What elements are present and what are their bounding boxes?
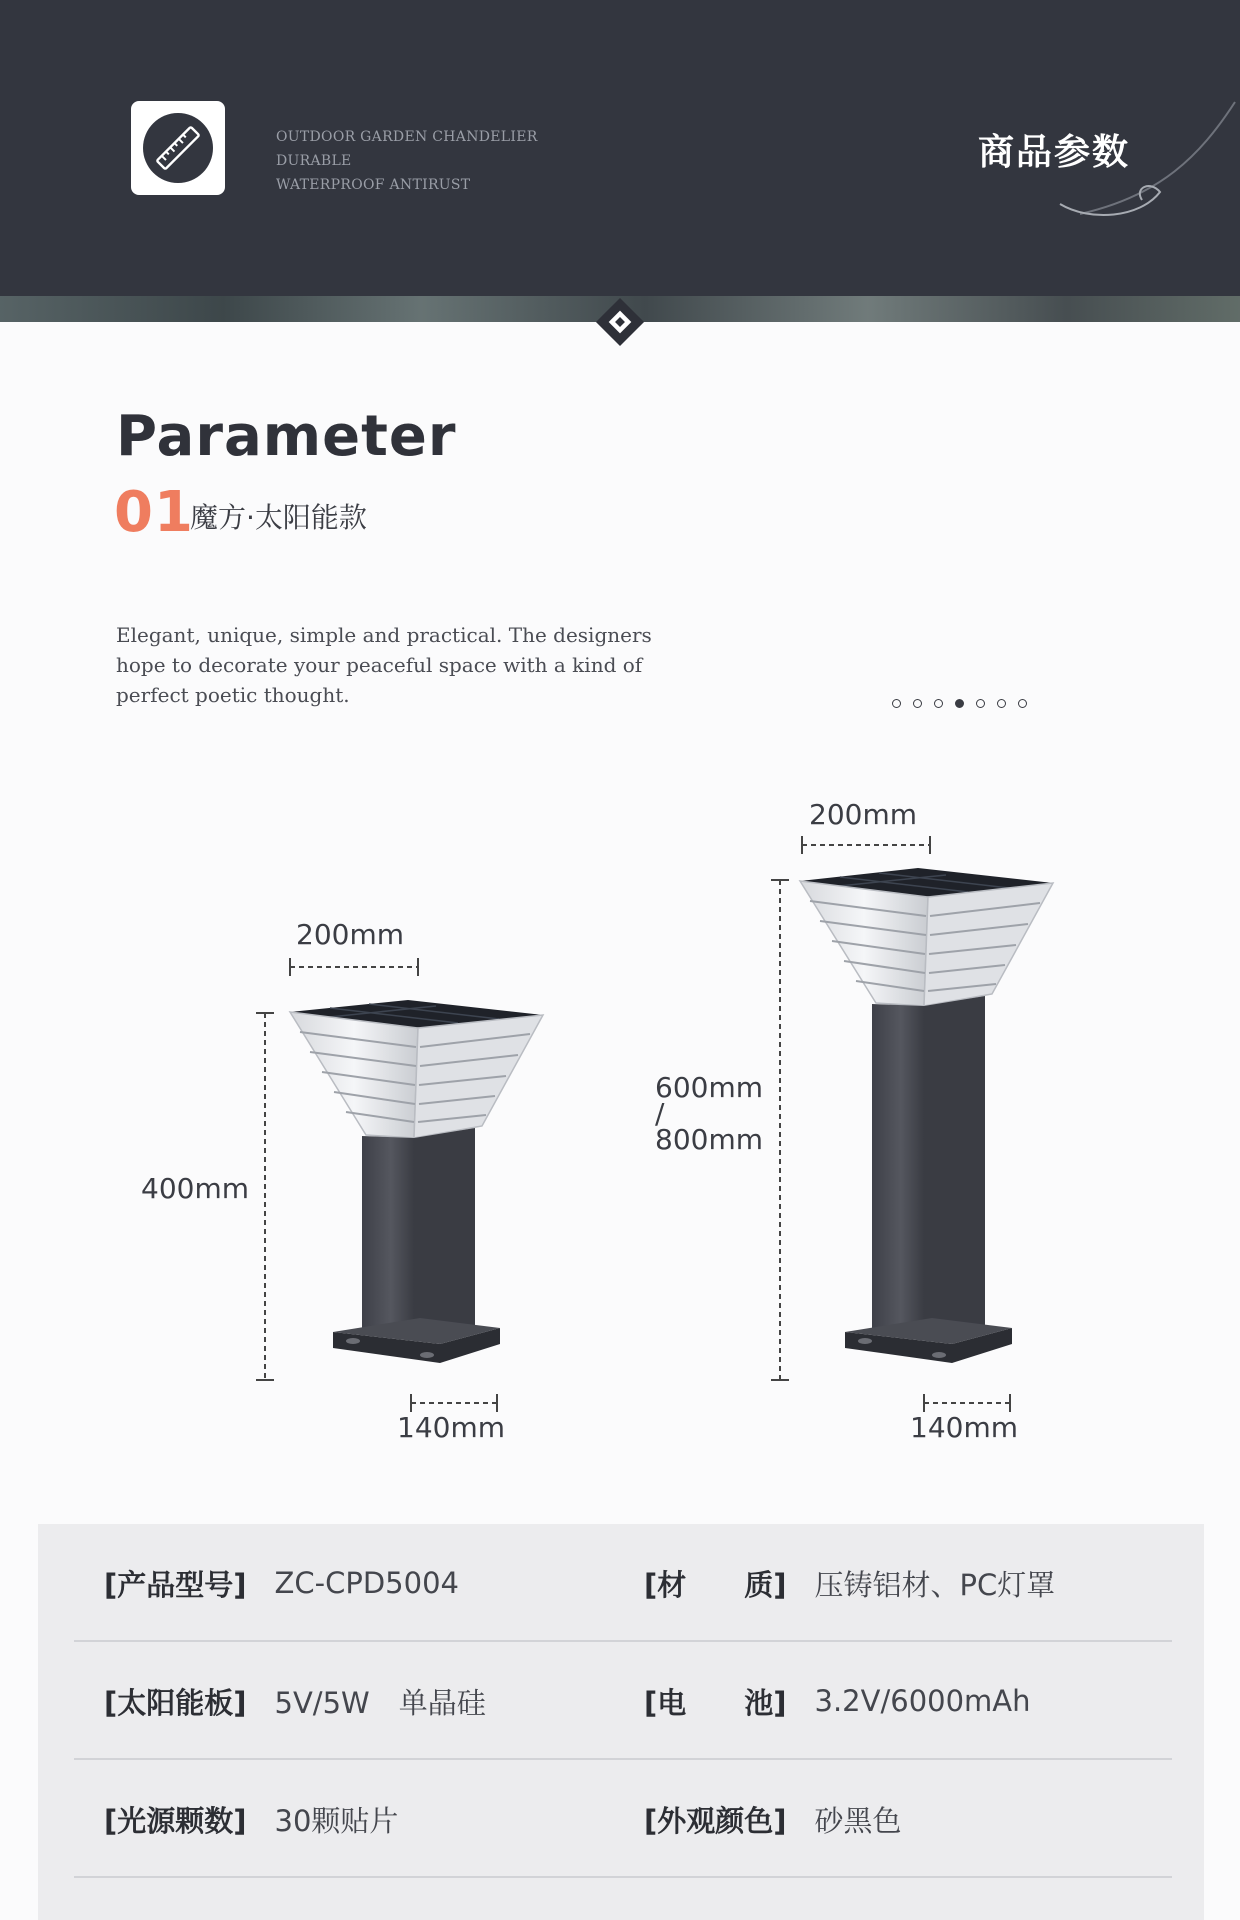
spec-cell-right (644, 1760, 902, 1878)
product-dimension-drawing (0, 760, 1240, 1480)
spec-label: [太阳能板] (104, 1685, 247, 1720)
short-lamp (256, 958, 543, 1412)
intro-line-2: hope to decorate your peaceful space with a kind of (116, 653, 643, 677)
tall-height-line-1: 600mm (655, 1071, 763, 1104)
section-number: 01 (114, 480, 194, 545)
ruler-pen-icon (141, 111, 215, 185)
short-base-width-label: 140mm (397, 1411, 505, 1444)
spec-cell-left (104, 1524, 459, 1642)
tall-top-width-label: 200mm (809, 798, 917, 831)
tall-height-line-2: / (655, 1097, 665, 1130)
pager-dot[interactable] (1018, 699, 1027, 708)
swoosh-decoration-icon (1050, 96, 1240, 226)
spec-row (74, 1642, 1172, 1760)
spec-value: 30颗贴片 (274, 1803, 399, 1838)
spec-label: [电 池] (644, 1685, 787, 1720)
intro-line-1: Elegant, unique, simple and practical. The designers (116, 623, 652, 647)
spec-cell-left (104, 1760, 398, 1878)
spec-table (38, 1524, 1204, 1920)
tall-height-line-3: 800mm (655, 1123, 763, 1156)
spec-cell-left (104, 1642, 486, 1760)
spec-row (74, 1524, 1172, 1642)
logo-badge (131, 101, 225, 195)
pager-dot[interactable] (976, 699, 985, 708)
spec-value: 压铸铝材、PC灯罩 (814, 1567, 1056, 1602)
pager-dot[interactable] (892, 699, 901, 708)
short-height-label: 400mm (141, 1172, 249, 1205)
section-subtitle: 魔方·太阳能款 (190, 501, 367, 534)
spec-label: [产品型号] (104, 1567, 247, 1602)
tagline-line-1: OUTDOOR GARDEN CHANDELIER DURABLE (276, 129, 538, 169)
spec-value: ZC-CPD5004 (274, 1566, 459, 1600)
spec-cell-right (644, 1642, 1031, 1760)
tall-base-width-label: 140mm (910, 1411, 1018, 1444)
divider-diamond-icon (590, 292, 650, 352)
tagline-line-2: WATERPROOF ANTIRUST (276, 177, 471, 193)
pager-dot[interactable] (913, 699, 922, 708)
intro-paragraph (116, 620, 686, 710)
spec-value: 3.2V/6000mAh (814, 1684, 1031, 1718)
header-tagline (276, 125, 616, 197)
tall-lamp (771, 836, 1053, 1412)
parameter-title: Parameter (116, 404, 457, 469)
pager-dots (892, 699, 1027, 708)
spec-row (74, 1760, 1172, 1878)
spec-label: [光源颗数] (104, 1803, 247, 1838)
spec-label: [外观颜色] (644, 1803, 787, 1838)
header-title: 商品参数 (978, 132, 1131, 173)
lamps-svg (0, 760, 1240, 1480)
intro-line-3: perfect poetic thought. (116, 683, 350, 707)
pager-dot[interactable] (934, 699, 943, 708)
spec-value: 砂黑色 (814, 1803, 902, 1838)
pager-dot[interactable] (997, 699, 1006, 708)
pager-dot-active[interactable] (955, 699, 964, 708)
spec-label: [材 质] (644, 1567, 787, 1602)
spec-value: 5V/5W 单晶硅 (274, 1685, 486, 1720)
short-top-width-label: 200mm (296, 918, 404, 951)
page-header (0, 0, 1240, 322)
spec-cell-right (644, 1524, 1055, 1642)
tall-height-label (655, 1073, 763, 1155)
